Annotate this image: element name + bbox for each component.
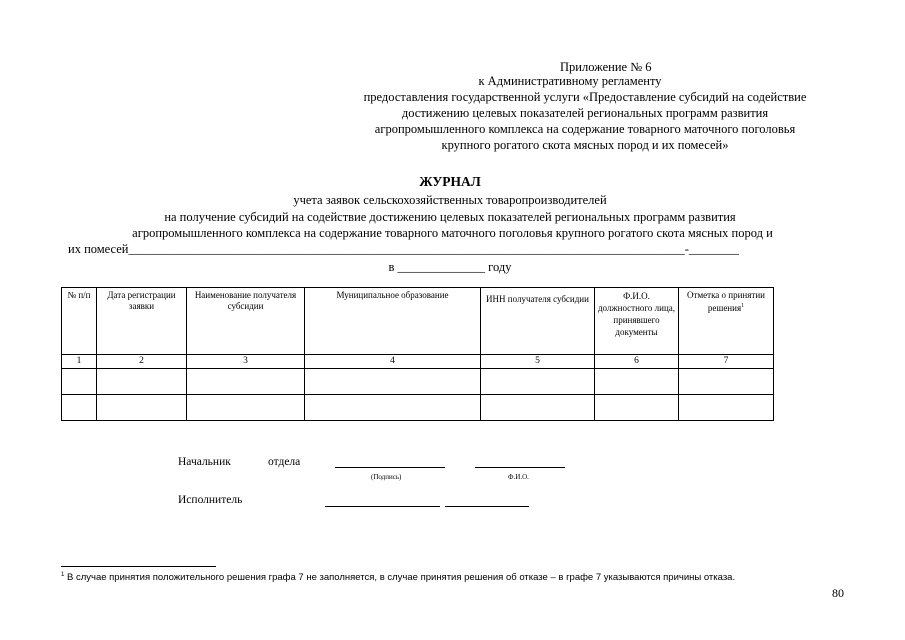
executor-signature-line[interactable] <box>325 506 440 507</box>
column-number: 1 <box>62 355 97 369</box>
table-cell[interactable] <box>481 369 595 395</box>
journal-subtitle-line3: агропромышленного комплекса на содержание товарного маточного поголовья крупного рогатого скота мясных пород и <box>132 226 773 240</box>
table-cell[interactable] <box>679 369 774 395</box>
journal-table <box>61 287 774 421</box>
table-cell[interactable] <box>481 395 595 421</box>
table-cell[interactable] <box>305 395 481 421</box>
table-cell[interactable] <box>187 369 305 395</box>
header-decision-mark-text: Отметка о принятии решения <box>687 290 765 313</box>
executor-label: Исполнитель <box>178 494 243 506</box>
header-number: № п/п <box>62 288 97 355</box>
table-cell[interactable] <box>62 369 97 395</box>
table-cell[interactable] <box>679 395 774 421</box>
journal-subtitle-line1: учета заявок сельскохозяйственных товаропроизводителей <box>293 193 607 207</box>
name-caption: Ф.И.О. <box>508 473 529 481</box>
table-row <box>62 395 774 421</box>
head-signature-line[interactable] <box>335 467 445 468</box>
appendix-service-line1: предоставления государственной услуги «Предоставление субсидий на содействие <box>363 90 807 104</box>
table-numbering-row <box>62 355 774 369</box>
table-cell[interactable] <box>595 369 679 395</box>
header-footnote-mark: 1 <box>741 303 745 309</box>
column-number: 6 <box>595 355 679 369</box>
footnote-divider <box>61 566 216 567</box>
signature-caption: (Подпись) <box>371 473 402 481</box>
table-cell[interactable] <box>187 395 305 421</box>
column-number: 5 <box>481 355 595 369</box>
footnote-text: В случае принятия положительного решения графа 7 не заполняется, в случае принятия решения об отказе – в графе 7 указываются причины отказа. <box>66 572 736 584</box>
table-cell[interactable] <box>97 395 187 421</box>
column-number: 3 <box>187 355 305 369</box>
table-cell[interactable] <box>97 369 187 395</box>
executor-name-line[interactable] <box>445 506 529 507</box>
journal-subtitle-line4: их помесей_________________________________________________________________________________________-________ <box>68 242 739 256</box>
column-number: 7 <box>679 355 774 369</box>
journal-title: ЖУРНАЛ <box>419 174 481 189</box>
journal-subtitle-line2: на получение субсидий на содействие достижению целевых показателей региональных программ развития <box>164 210 736 224</box>
column-number: 4 <box>305 355 481 369</box>
appendix-service-line2: достижению целевых показателей региональных программ развития <box>401 106 769 120</box>
header-recipient-name: Наименование получателя субсидии <box>187 288 305 355</box>
footnote <box>61 572 735 583</box>
appendix-service-line3: агропромышленного комплекса на содержание товарного маточного поголовья <box>374 122 796 136</box>
head-label: Начальник <box>178 456 231 468</box>
header-official-name: Ф.И.О. должностного лица, принявшего документы <box>595 288 679 355</box>
table-cell[interactable] <box>305 369 481 395</box>
header-municipality: Муниципальное образование <box>305 288 481 355</box>
header-decision-mark <box>679 288 774 355</box>
journal-year-line: в ______________ году <box>388 260 512 274</box>
table-row <box>62 369 774 395</box>
department-label: отдела <box>268 456 301 468</box>
column-number: 2 <box>97 355 187 369</box>
appendix-regulation: к Административному регламенту <box>478 74 662 88</box>
table-header-row <box>62 288 774 355</box>
appendix-service-line4: крупного рогатого скота мясных пород и их помесей» <box>441 138 729 152</box>
footnote-mark: 1 <box>61 572 65 578</box>
head-name-line[interactable] <box>475 467 565 468</box>
page-number: 80 <box>832 586 844 600</box>
header-registration-date: Дата регистрации заявки <box>97 288 187 355</box>
appendix-number: Приложение № 6 <box>560 60 652 74</box>
header-inn: ИНН получателя субсидии <box>481 288 595 355</box>
table-cell[interactable] <box>62 395 97 421</box>
table-cell[interactable] <box>595 395 679 421</box>
